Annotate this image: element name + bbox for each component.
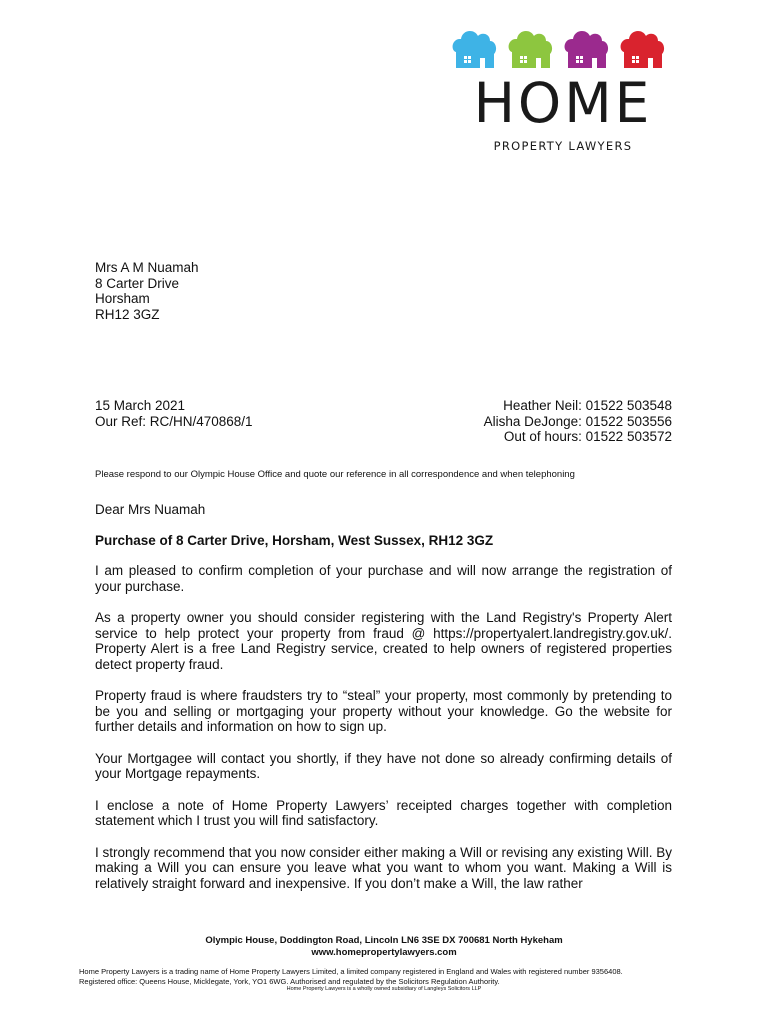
- footer-address-block: [0, 935, 768, 959]
- recipient-address: [95, 260, 199, 322]
- footer-website[interactable]: www.homepropertylawyers.com: [311, 947, 457, 958]
- logo-wordmark: HOME: [473, 71, 653, 135]
- letter-date: 15 March 2021: [95, 398, 186, 413]
- logo-tagline: PROPERTY LAWYERS: [493, 139, 633, 153]
- body-paragraph: I am pleased to confirm completion of your purchase and will now arrange the registration of your purchase.: [95, 563, 672, 594]
- body-paragraph: I enclose a note of Home Property Lawyers’ receipted charges together with completion statement which I trust you will find satisfactory.: [95, 797, 672, 828]
- body-paragraph: I strongly recommend that you now consider either making a Will or revising any existing Will. By making a Will you can ensure you leave what you want to whom you want. Making a Will is relatively straight forward and inexpensive. If you don’t make a Will, the law rather: [95, 844, 672, 891]
- recipient-street: 8 Carter Drive: [95, 275, 180, 291]
- red-house-icon: [621, 31, 665, 68]
- respond-note: Please respond to our Olympic House Office and quote our reference in all correspondence and when telephoning: [95, 469, 575, 480]
- contact-line: Out of hours: 01522 503572: [503, 429, 672, 444]
- company-logo: [452, 28, 674, 156]
- recipient-town: Horsham: [95, 291, 150, 306]
- footer-legal-line: Registered office: Queens House, Micklegate, York, YO1 6WG. Authorised and regulated by the Solicitors Regulation Authority.: [79, 976, 500, 986]
- body-paragraph: Your Mortgagee will contact you shortly, if they have not done so already confirming details of your Mortgage repayments.: [95, 750, 672, 781]
- contact-list: [484, 398, 672, 445]
- letter-reference: Our Ref: RC/HN/470868/1: [95, 413, 253, 429]
- footer-legal: [79, 967, 623, 986]
- footer-subsidiary: Home Property Lawyers is a wholly owned subsidiary of Langleys Solicitors LLP: [286, 986, 482, 992]
- contact-line: Heather Neil: 01522 503548: [503, 398, 672, 413]
- purple-house-icon: [565, 31, 609, 68]
- blue-house-icon: [453, 31, 497, 68]
- body-paragraph: As a property owner you should consider registering with the Land Registry's Property Alert service to help protect your property from fraud @ https://propertyalert.landregistry.gov.uk/. Property Alert is a free Land Registry service, created to help owners of registered properties detect property fraud.: [95, 610, 672, 672]
- green-house-icon: [509, 31, 553, 68]
- salutation: Dear Mrs Nuamah: [95, 502, 206, 517]
- footer-address: Olympic House, Doddington Road, Lincoln LN6 3SE DX 700681 North Hykeham: [205, 935, 563, 946]
- letter-subject: Purchase of 8 Carter Drive, Horsham, West Sussex, RH12 3GZ: [95, 533, 494, 548]
- recipient-postcode: RH12 3GZ: [95, 306, 160, 322]
- recipient-name: Mrs A M Nuamah: [95, 260, 199, 275]
- footer-legal-line: Home Property Lawyers is a trading name of Home Property Lawyers Limited, a limited company registered in England and Wales with registered number 9356408.: [79, 967, 623, 976]
- body-paragraph: Property fraud is where fraudsters try to “steal” your property, most commonly by pretending to be you and selling or mortgaging your property without your knowledge. Go the website for further details and information on how to sign up.: [95, 688, 672, 734]
- letter-meta: [95, 398, 253, 429]
- letter-body: [95, 563, 672, 891]
- contact-line: Alisha DeJonge: 01522 503556: [483, 413, 672, 429]
- houses-icon: [452, 28, 674, 72]
